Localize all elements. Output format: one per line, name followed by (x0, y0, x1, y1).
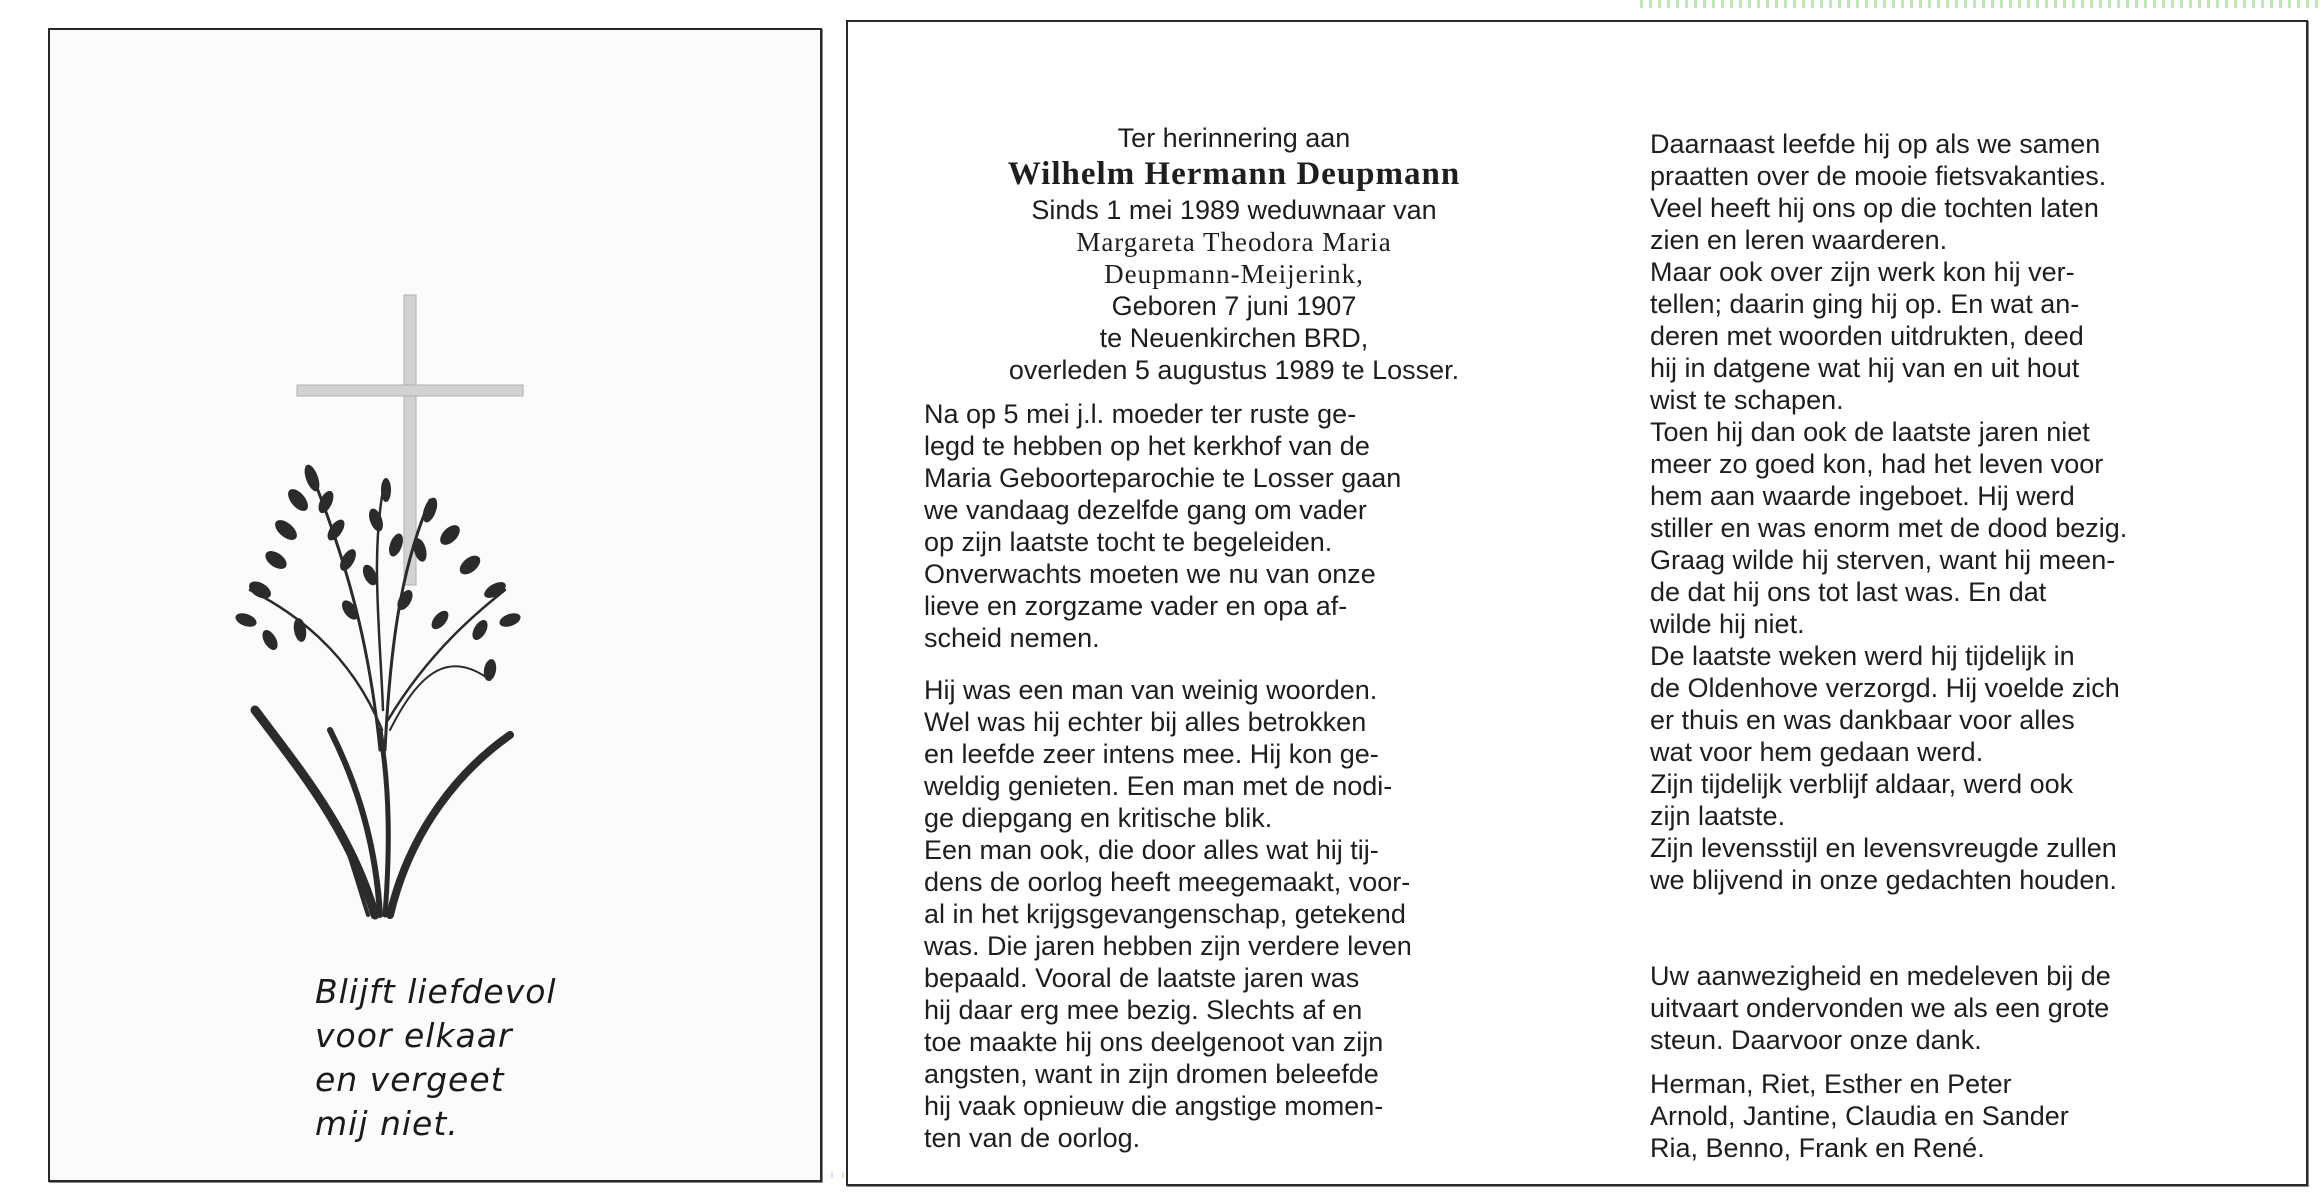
paragraph (1650, 128, 2270, 896)
text-line: hij vaak opnieuw die angstige momen- (924, 1091, 1384, 1121)
text-line: praatten over de mooie fietsvakanties. (1650, 161, 2107, 191)
text-line: Wel was hij echter bij alles betrokken (924, 707, 1367, 737)
text-line: meer zo goed kon, had het leven voor (1650, 449, 2104, 479)
thanks-paragraph (1650, 960, 2270, 1056)
text-line: deren met woorden uitdrukten, deed (1650, 321, 2084, 351)
text-line: we blijvend in onze gedachten houden. (1650, 865, 2117, 895)
illustration (50, 30, 820, 930)
deceased-name: Wilhelm Hermann Deupmann (1007, 156, 1461, 192)
text-line: ge diepgang en kritische blik. (924, 803, 1273, 833)
scan-edge-top (1640, 0, 2324, 8)
text-line: scheid nemen. (924, 623, 1100, 653)
verse-line: mij niet. (315, 1104, 459, 1143)
text-line: Toen hij dan ook de laatste jaren niet (1650, 417, 2090, 447)
text-line: op zijn laatste tocht te begeleiden. (924, 527, 1333, 557)
text-line: weldig genieten. Een man met de nodi- (924, 771, 1393, 801)
family-line: Arnold, Jantine, Claudia en Sander (1650, 1101, 2069, 1131)
text-line: Veel heeft hij ons op die tochten laten (1650, 193, 2099, 223)
memorial-card-inside (846, 20, 2308, 1186)
text-line: Maria Geboorteparochie te Losser gaan (924, 463, 1402, 493)
widower-line: Sinds 1 mei 1989 weduwnaar van (1031, 195, 1437, 225)
memorial-card-front (48, 28, 822, 1182)
text-line: er thuis en was dankbaar voor alles (1650, 705, 2075, 735)
verse-line: Blijft liefdevol (315, 972, 557, 1011)
intro: Ter herinnering aan (1117, 123, 1351, 153)
text-line: Hij was een man van weinig woorden. (924, 675, 1378, 705)
text-line: wist te schapen. (1650, 385, 1844, 415)
paragraph (924, 674, 1544, 1154)
text-line: zien en leren waarderen. (1650, 225, 1948, 255)
died-line: overleden 5 augustus 1989 te Losser. (1008, 355, 1460, 385)
text-line: we vandaag dezelfde gang om vader (924, 495, 1367, 525)
family-line: Herman, Riet, Esther en Peter (1650, 1069, 2012, 1099)
text-line: hij daar erg mee bezig. Slechts af en (924, 995, 1363, 1025)
spouse-name-line2: Deupmann-Meijerink, (1104, 259, 1364, 289)
born-date: Geboren 7 juni 1907 (1111, 291, 1357, 321)
text-line: Daarnaast leefde hij op als we samen (1650, 129, 2101, 159)
text-line: toe maakte hij ons deelgenoot van zijn (924, 1027, 1384, 1057)
text-line: legd te hebben op het kerkhof van de (924, 431, 1370, 461)
text-line: Een man ook, die door alles wat hij tij- (924, 835, 1379, 865)
text-line: Zijn levensstijl en levensvreugde zullen (1650, 833, 2117, 863)
text-line: wilde hij niet. (1650, 609, 1805, 639)
text-line: was. Die jaren hebben zijn verdere leven (924, 931, 1412, 961)
text-line: de dat hij ons tot last was. En dat (1650, 577, 2047, 607)
text-line: hem aan waarde ingeboet. Hij werd (1650, 481, 2075, 511)
text-line: tellen; daarin ging hij op. En wat an- (1650, 289, 2080, 319)
verse-line: voor elkaar (315, 1016, 513, 1055)
text-line: steun. Daarvoor onze dank. (1650, 1025, 1982, 1055)
text-line: Na op 5 mei j.l. moeder ter ruste ge- (924, 399, 1357, 429)
text-line: uitvaart ondervonden we als een grote (1650, 993, 2110, 1023)
spouse-name-line1: Margareta Theodora Maria (1076, 227, 1392, 257)
text-line: lieve en zorgzame vader en opa af- (924, 591, 1348, 621)
born-place: te Neuenkirchen BRD, (1099, 323, 1369, 353)
text-line: dens de oorlog heeft meegemaakt, voor- (924, 867, 1411, 897)
text-line: ten van de oorlog. (924, 1123, 1141, 1153)
family-signatures (1650, 1068, 2270, 1164)
text-line: de Oldenhove verzorgd. Hij voelde zich (1650, 673, 2120, 703)
left-column (924, 122, 1544, 1154)
text-line: Maar ook over zijn werk kon hij ver- (1650, 257, 2075, 287)
verse (315, 970, 557, 1146)
text-line: hij in datgene wat hij van en uit hout (1650, 353, 2080, 383)
text-line: angsten, want in zijn dromen beleefde (924, 1059, 1379, 1089)
text-line: stiller en was enorm met de dood bezig. (1650, 513, 2128, 543)
text-line: zijn laatste. (1650, 801, 1786, 831)
right-column (1650, 128, 2270, 1164)
verse-line: en vergeet (315, 1060, 505, 1099)
text-line: De laatste weken werd hij tijdelijk in (1650, 641, 2075, 671)
text-line: al in het krijgsgevangenschap, getekend (924, 899, 1406, 929)
paragraph (924, 398, 1544, 654)
text-line: en leefde zeer intens mee. Hij kon ge- (924, 739, 1379, 769)
cross-icon (297, 295, 523, 585)
text-line: Graag wilde hij sterven, want hij meen- (1650, 545, 2116, 575)
family-line: Ria, Benno, Frank en René. (1650, 1133, 1985, 1163)
text-line: Onverwachts moeten we nu van onze (924, 559, 1376, 589)
text-line: bepaald. Vooral de laatste jaren was (924, 963, 1360, 993)
text-line: Uw aanwezigheid en medeleven bij de (1650, 961, 2111, 991)
text-line: wat voor hem gedaan werd. (1650, 737, 1984, 767)
text-line: Zijn tijdelijk verblijf aldaar, werd ook (1650, 769, 2074, 799)
